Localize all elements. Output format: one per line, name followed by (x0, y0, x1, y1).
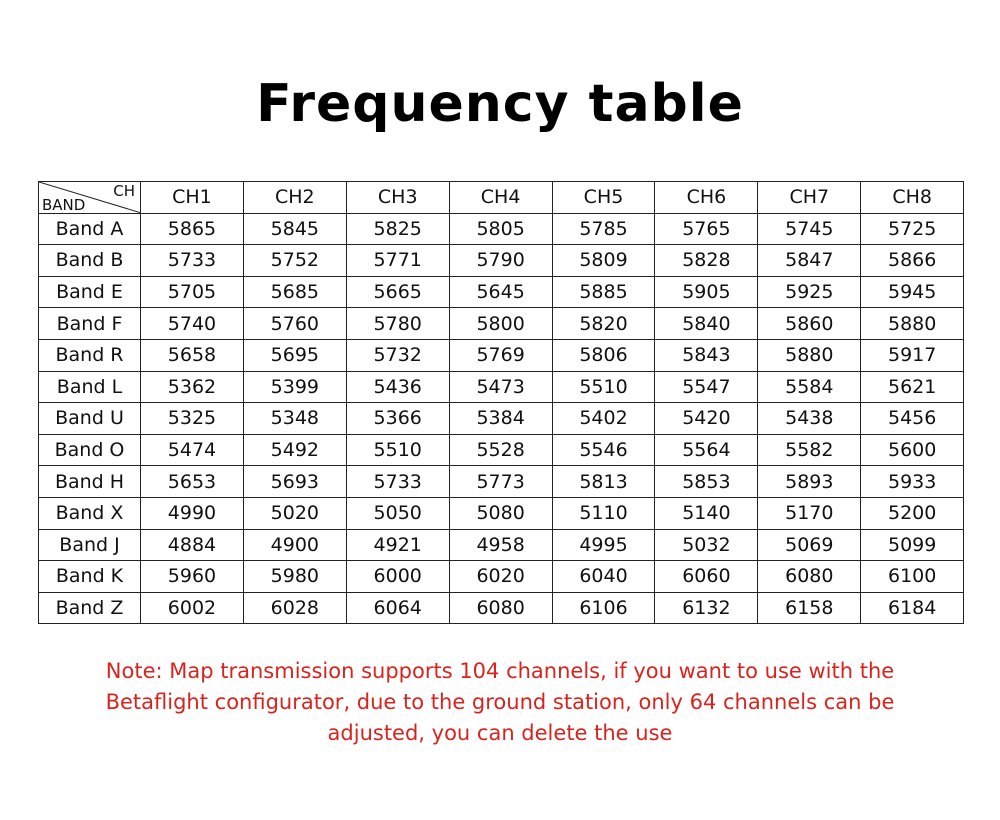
frequency-cell: 5366 (346, 403, 449, 435)
frequency-cell: 5809 (552, 245, 655, 277)
column-header: CH1 (141, 182, 244, 214)
frequency-cell: 5732 (346, 339, 449, 371)
frequency-cell: 5945 (861, 276, 964, 308)
frequency-cell: 5800 (449, 308, 552, 340)
frequency-cell: 5866 (861, 245, 964, 277)
frequency-cell: 5790 (449, 245, 552, 277)
frequency-cell: 6100 (861, 561, 964, 593)
frequency-cell: 5905 (655, 276, 758, 308)
frequency-cell: 5780 (346, 308, 449, 340)
table-row (39, 561, 964, 593)
frequency-cell: 5510 (552, 371, 655, 403)
frequency-cell: 5492 (243, 434, 346, 466)
frequency-cell: 6040 (552, 561, 655, 593)
band-label: Band R (39, 339, 141, 371)
column-header: CH6 (655, 182, 758, 214)
frequency-cell: 5933 (861, 466, 964, 498)
table-row (39, 497, 964, 529)
frequency-cell: 4958 (449, 529, 552, 561)
frequency-cell: 5828 (655, 245, 758, 277)
frequency-cell: 5960 (141, 561, 244, 593)
frequency-cell: 4884 (141, 529, 244, 561)
frequency-cell: 5621 (861, 371, 964, 403)
frequency-cell: 6020 (449, 561, 552, 593)
frequency-cell: 4921 (346, 529, 449, 561)
frequency-cell: 5510 (346, 434, 449, 466)
frequency-cell: 5436 (346, 371, 449, 403)
note-text: Note: Map transmission supports 104 channels, if you want to use with the Betaflight configurator, due to the ground station, only 64 channels can be adjusted, you can delete the use (105, 659, 895, 745)
frequency-cell: 5140 (655, 497, 758, 529)
frequency-cell: 5845 (243, 213, 346, 245)
frequency-cell: 5865 (141, 213, 244, 245)
band-label: Band U (39, 403, 141, 435)
column-header: CH3 (346, 182, 449, 214)
frequency-cell: 5099 (861, 529, 964, 561)
frequency-cell: 5653 (141, 466, 244, 498)
frequency-cell: 5693 (243, 466, 346, 498)
frequency-cell: 5547 (655, 371, 758, 403)
frequency-cell: 5740 (141, 308, 244, 340)
band-label: Band E (39, 276, 141, 308)
frequency-cell: 5785 (552, 213, 655, 245)
frequency-cell: 5705 (141, 276, 244, 308)
column-header: CH5 (552, 182, 655, 214)
corner-header-cell (39, 182, 141, 214)
frequency-cell: 5110 (552, 497, 655, 529)
frequency-cell: 5880 (758, 339, 861, 371)
column-header: CH4 (449, 182, 552, 214)
frequency-cell: 5893 (758, 466, 861, 498)
frequency-cell: 5885 (552, 276, 655, 308)
frequency-cell: 5853 (655, 466, 758, 498)
frequency-cell: 5658 (141, 339, 244, 371)
table-row (39, 529, 964, 561)
page-title: Frequency table (256, 74, 744, 134)
column-header: CH8 (861, 182, 964, 214)
frequency-cell: 5806 (552, 339, 655, 371)
frequency-cell: 5773 (449, 466, 552, 498)
table-row (39, 371, 964, 403)
frequency-cell: 6184 (861, 592, 964, 624)
table-row (39, 308, 964, 340)
band-label: Band X (39, 497, 141, 529)
table-row (39, 466, 964, 498)
frequency-cell: 5980 (243, 561, 346, 593)
table-row (39, 592, 964, 624)
frequency-cell: 6158 (758, 592, 861, 624)
frequency-cell: 5384 (449, 403, 552, 435)
frequency-cell: 5600 (861, 434, 964, 466)
frequency-cell: 5069 (758, 529, 861, 561)
band-label: Band A (39, 213, 141, 245)
frequency-cell: 5402 (552, 403, 655, 435)
frequency-cell: 5348 (243, 403, 346, 435)
frequency-cell: 6132 (655, 592, 758, 624)
frequency-cell: 5032 (655, 529, 758, 561)
frequency-cell: 5840 (655, 308, 758, 340)
frequency-cell: 5843 (655, 339, 758, 371)
frequency-table (38, 181, 964, 624)
frequency-cell: 5564 (655, 434, 758, 466)
frequency-cell: 5399 (243, 371, 346, 403)
frequency-cell: 6002 (141, 592, 244, 624)
table-body (39, 213, 964, 624)
frequency-cell: 5645 (449, 276, 552, 308)
frequency-cell: 4990 (141, 497, 244, 529)
frequency-cell: 6064 (346, 592, 449, 624)
band-label: Band J (39, 529, 141, 561)
table-row (39, 245, 964, 277)
frequency-cell: 5760 (243, 308, 346, 340)
corner-band-label: BAND (42, 195, 86, 214)
corner-channel-label: CH (113, 182, 135, 200)
column-header: CH2 (243, 182, 346, 214)
frequency-cell: 4995 (552, 529, 655, 561)
band-label: Band Z (39, 592, 141, 624)
frequency-cell: 4900 (243, 529, 346, 561)
frequency-cell: 5925 (758, 276, 861, 308)
frequency-cell: 5685 (243, 276, 346, 308)
table-row (39, 434, 964, 466)
frequency-cell: 6080 (758, 561, 861, 593)
frequency-cell: 5528 (449, 434, 552, 466)
frequency-cell: 6080 (449, 592, 552, 624)
frequency-cell: 5200 (861, 497, 964, 529)
frequency-cell: 5582 (758, 434, 861, 466)
frequency-cell: 5733 (346, 466, 449, 498)
frequency-cell: 5584 (758, 371, 861, 403)
frequency-cell: 6060 (655, 561, 758, 593)
frequency-cell: 5745 (758, 213, 861, 245)
frequency-cell: 5438 (758, 403, 861, 435)
frequency-cell: 5847 (758, 245, 861, 277)
frequency-cell: 5695 (243, 339, 346, 371)
frequency-cell: 5325 (141, 403, 244, 435)
frequency-cell: 5725 (861, 213, 964, 245)
frequency-cell: 5820 (552, 308, 655, 340)
frequency-cell: 5080 (449, 497, 552, 529)
frequency-cell: 6106 (552, 592, 655, 624)
frequency-cell: 5769 (449, 339, 552, 371)
frequency-cell: 5546 (552, 434, 655, 466)
frequency-cell: 5456 (861, 403, 964, 435)
band-label: Band H (39, 466, 141, 498)
table-row (39, 403, 964, 435)
table-row (39, 213, 964, 245)
band-label: Band F (39, 308, 141, 340)
frequency-cell: 5813 (552, 466, 655, 498)
band-label: Band B (39, 245, 141, 277)
frequency-cell: 5665 (346, 276, 449, 308)
column-header: CH7 (758, 182, 861, 214)
frequency-cell: 6000 (346, 561, 449, 593)
frequency-cell: 5420 (655, 403, 758, 435)
header-row (39, 182, 964, 214)
frequency-cell: 5733 (141, 245, 244, 277)
band-label: Band L (39, 371, 141, 403)
frequency-cell: 5170 (758, 497, 861, 529)
table-row (39, 276, 964, 308)
frequency-cell: 5917 (861, 339, 964, 371)
frequency-cell: 5474 (141, 434, 244, 466)
frequency-cell: 5771 (346, 245, 449, 277)
band-label: Band O (39, 434, 141, 466)
frequency-cell: 5362 (141, 371, 244, 403)
frequency-cell: 5473 (449, 371, 552, 403)
frequency-cell: 5860 (758, 308, 861, 340)
frequency-cell: 5020 (243, 497, 346, 529)
table-row (39, 339, 964, 371)
frequency-cell: 6028 (243, 592, 346, 624)
band-label: Band K (39, 561, 141, 593)
frequency-cell: 5880 (861, 308, 964, 340)
frequency-cell: 5050 (346, 497, 449, 529)
frequency-cell: 5752 (243, 245, 346, 277)
frequency-cell: 5805 (449, 213, 552, 245)
frequency-cell: 5825 (346, 213, 449, 245)
frequency-cell: 5765 (655, 213, 758, 245)
